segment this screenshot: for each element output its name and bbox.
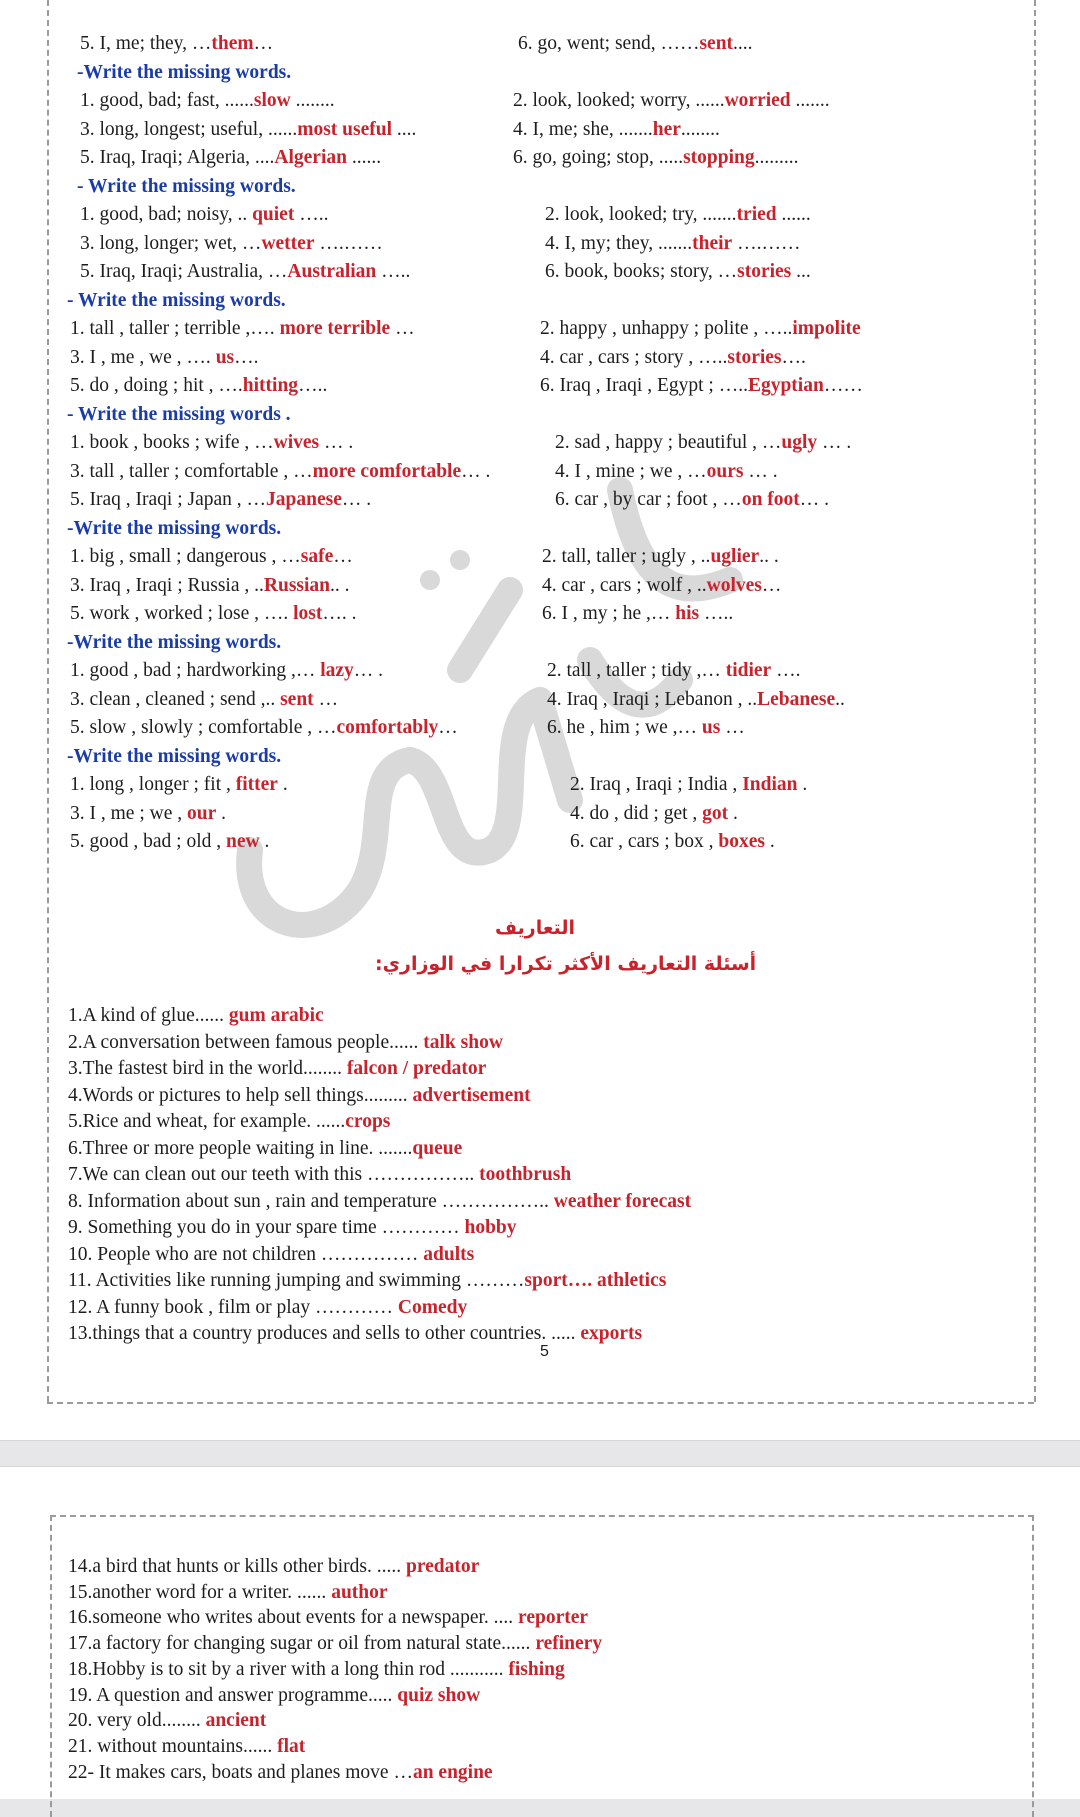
definition-answer: refinery: [535, 1633, 603, 1655]
item-answer: us: [215, 346, 235, 368]
exercise-item: [70, 431, 353, 455]
item-trail: .......: [790, 90, 830, 111]
definition-answer: sport…. athletics: [524, 1270, 667, 1291]
definition-question: 22- It makes cars, boats and planes move …: [68, 1761, 413, 1783]
item-trail: …..: [298, 375, 328, 396]
exercise-heading: -Write the missing words.: [77, 61, 292, 83]
definition-answer: falcon / predator: [346, 1058, 487, 1079]
item-answer: wetter: [261, 232, 315, 254]
definition-question: 2.A conversation between famous people......: [68, 1031, 424, 1053]
item-answer: lost: [293, 603, 323, 624]
item-answer: wolves: [706, 574, 762, 596]
item-question: 1. good, bad; noisy, ..: [80, 204, 253, 225]
item-trail: … .: [817, 432, 852, 453]
exercise-heading: -Write the missing words.: [67, 745, 282, 767]
item-trail: .: [728, 802, 738, 824]
item-question: 6. car , by car ; foot , …: [555, 489, 742, 510]
item-trail: …..: [294, 204, 329, 225]
item-trail: ........: [680, 118, 720, 140]
item-question: 2. look, looked; try, .......: [545, 204, 737, 225]
definition-answer: crops: [345, 1111, 391, 1132]
exercise-item: [518, 32, 753, 56]
item-answer: quiet: [252, 204, 295, 225]
exercise-item: [70, 602, 357, 626]
definition-answer: queue: [412, 1137, 463, 1159]
worksheet-page-6: [0, 1466, 1080, 1799]
item-answer: more terrible: [279, 318, 391, 339]
item-answer: new: [226, 831, 260, 852]
item-question: 5. good , bad ; old ,: [70, 831, 226, 852]
item-trail: ….: [781, 346, 806, 368]
exercise-item: [540, 317, 861, 341]
item-trail: …: [720, 717, 745, 738]
exercise-heading: -Write the missing words.: [67, 631, 282, 653]
definition-item: [68, 1735, 305, 1759]
definition-item: [68, 1684, 480, 1708]
item-question: 5. work , worked ; lose , ….: [70, 603, 294, 624]
item-question: 3. clean , cleaned ; send ,..: [70, 688, 281, 710]
definition-question: 11. Activities like running jumping and swimming ………: [68, 1270, 525, 1291]
exercise-item: [545, 203, 811, 227]
item-question: 5. Iraq, Iraqi; Algeria, ....: [80, 147, 275, 168]
item-trail: … .: [353, 660, 384, 681]
item-answer: got: [702, 802, 729, 824]
item-question: 5. slow , slowly ; comfortable , …: [70, 717, 337, 738]
definition-answer: Comedy: [397, 1296, 468, 1318]
item-question: 1. long , longer ; fit ,: [70, 774, 236, 795]
item-question: 2. Iraq , Iraqi ; India ,: [570, 774, 743, 795]
exercise-item: [70, 346, 259, 370]
item-trail: ….: [771, 660, 801, 681]
definition-question: 3.The fastest bird in the world........: [68, 1058, 347, 1079]
item-question: 3. I , me ; we ,: [70, 802, 187, 824]
definition-item: [68, 1555, 479, 1579]
definition-question: 7.We can clean out our teeth with this ……………..: [68, 1164, 480, 1185]
item-question: 5. do , doing ; hit , ….: [70, 375, 243, 396]
definition-answer: reporter: [518, 1607, 589, 1629]
definition-answer: ancient: [205, 1710, 267, 1732]
item-trail: .: [797, 774, 808, 795]
item-trail: .: [259, 831, 270, 852]
exercise-item: [70, 716, 458, 740]
item-answer: Indian: [742, 774, 798, 795]
item-question: 1. good , bad ; hardworking ,…: [70, 660, 321, 681]
definition-answer: author: [331, 1581, 388, 1603]
item-answer: fitter: [235, 774, 278, 795]
definition-item: [68, 1632, 602, 1656]
exercise-item: [542, 602, 733, 626]
item-question: 4. car , cars ; wolf , ..: [542, 574, 707, 596]
exercise-item: [80, 232, 383, 256]
item-trail: ..: [835, 688, 845, 710]
item-question: 4. I, my; they, .......: [545, 232, 693, 254]
item-question: 3. long, longest; useful, ......: [80, 118, 298, 140]
item-answer: his: [675, 603, 700, 624]
item-answer: stories: [737, 261, 792, 282]
item-question: 2. tall , taller ; tidy ,…: [547, 660, 726, 681]
item-answer: uglier: [710, 546, 760, 567]
exercise-heading: - Write the missing words.: [67, 289, 286, 311]
item-trail: … .: [743, 460, 778, 482]
page-border-right: [1034, 0, 1036, 1402]
item-trail: … .: [799, 489, 830, 510]
exercise-item: [80, 203, 328, 227]
definition-question: 18.Hobby is to sit by a river with a long thin rod ...........: [68, 1658, 509, 1680]
item-question: 1. book , books ; wife , …: [70, 432, 274, 453]
item-question: 1. big , small ; dangerous , …: [70, 546, 301, 567]
item-trail: ........: [290, 90, 335, 111]
exercise-item: [570, 802, 738, 826]
definition-question: 21. without mountains......: [68, 1735, 278, 1757]
exercise-item: [555, 460, 778, 484]
item-answer: slow: [253, 90, 291, 111]
item-trail: .. .: [330, 574, 350, 596]
definition-item: [68, 1031, 503, 1055]
item-trail: …..: [699, 603, 734, 624]
definition-answer: flat: [277, 1735, 306, 1757]
definitions-subtitle-arabic: أسئلة التعاريف الأكثر تكرارا في الوزاري:: [375, 953, 757, 975]
item-answer: hitting: [242, 375, 299, 396]
definition-item: [68, 1163, 571, 1187]
exercise-item: [70, 830, 269, 854]
exercise-item: [542, 574, 781, 598]
definition-question: 9. Something you do in your spare time …………: [68, 1217, 465, 1238]
item-question: 3. I , me , we , ….: [70, 346, 216, 368]
definition-answer: toothbrush: [479, 1164, 572, 1185]
item-answer: lazy: [320, 660, 354, 681]
item-answer: tidier: [725, 660, 772, 681]
definition-answer: predator: [405, 1556, 480, 1577]
item-question: 5. Iraq , Iraqi ; Japan , …: [70, 489, 267, 510]
item-answer: comfortably: [336, 717, 439, 738]
exercise-item: [513, 89, 830, 113]
definition-question: 14.a bird that hunts or kills other birds. .....: [68, 1556, 406, 1577]
item-answer: most useful: [297, 118, 392, 140]
item-answer: Lebanese: [757, 688, 836, 710]
item-question: 3. tall , taller ; comfortable , …: [70, 460, 313, 482]
page-border-bottom: [47, 1402, 1034, 1404]
definition-item: [68, 1761, 493, 1785]
item-question: 4. do , did ; get ,: [570, 802, 703, 824]
definition-item: [68, 1658, 565, 1682]
item-answer: her: [652, 118, 681, 140]
item-answer: Algerian: [274, 147, 347, 168]
item-question: 6. go, going; stop, .....: [513, 147, 684, 168]
exercise-item: [540, 346, 806, 370]
exercise-item: [70, 659, 383, 683]
definition-answer: fishing: [508, 1658, 565, 1680]
definition-item: [68, 1322, 642, 1346]
item-trail: .: [216, 802, 226, 824]
item-trail: … .: [461, 460, 491, 482]
item-question: 6. Iraq , Iraqi , Egypt ; …..: [540, 375, 748, 396]
item-trail: ....: [733, 33, 753, 54]
definition-answer: quiz show: [397, 1684, 481, 1706]
definition-question: 1.A kind of glue......: [68, 1005, 229, 1026]
definition-answer: an engine: [412, 1761, 493, 1783]
item-trail: ......: [346, 147, 382, 168]
item-trail: …: [438, 717, 458, 738]
exercise-item: [555, 488, 829, 512]
item-question: 1. good, bad; fast, ......: [80, 90, 254, 111]
item-question: 4. I, me; she, .......: [513, 118, 653, 140]
item-question: 4. car , cars ; story , …..: [540, 346, 728, 368]
item-question: 3. Iraq , Iraqi ; Russia , ..: [70, 574, 264, 596]
exercise-item: [513, 118, 720, 142]
definition-question: 6.Three or more people waiting in line. .......: [68, 1137, 413, 1159]
exercise-item: [70, 317, 415, 341]
item-trail: … .: [341, 489, 372, 510]
page-border-left: [47, 0, 49, 1402]
exercise-item: [70, 688, 338, 712]
item-answer: impolite: [792, 318, 861, 339]
exercise-heading: -Write the missing words.: [67, 517, 282, 539]
item-trail: …: [761, 574, 782, 596]
exercise-item: [80, 89, 335, 113]
definition-item: [68, 1137, 462, 1161]
item-question: 6. go, went; send, ……: [518, 33, 700, 54]
definition-question: 16.someone who writes about events for a newspaper. ....: [68, 1607, 519, 1629]
item-trail: …: [313, 688, 339, 710]
item-trail: …: [253, 33, 274, 54]
exercise-item: [540, 374, 863, 398]
exercise-item: [555, 431, 851, 455]
definition-question: 8. Information about sun , rain and temperature ……………..: [68, 1190, 554, 1212]
definition-item: [68, 1190, 691, 1214]
item-trail: …..: [376, 261, 411, 282]
definition-answer: weather forecast: [553, 1190, 692, 1212]
exercise-item: [545, 260, 811, 284]
definitions-title-arabic: التعاريف: [495, 917, 575, 939]
definition-question: 20. very old........: [68, 1710, 206, 1732]
item-question: 4. Iraq , Iraqi ; Lebanon , ..: [547, 688, 758, 710]
item-answer: Russian: [263, 574, 331, 596]
item-question: 2. happy , unhappy ; polite , …..: [540, 318, 793, 339]
item-trail: .: [764, 831, 775, 852]
definition-item: [68, 1110, 390, 1134]
item-trail: … .: [319, 432, 354, 453]
item-question: 6. book, books; story, …: [545, 261, 738, 282]
definition-question: 15.another word for a writer. ......: [68, 1581, 332, 1603]
definition-answer: gum arabic: [228, 1005, 324, 1026]
item-question: 1. tall , taller ; terrible ,….: [70, 318, 280, 339]
item-trail: ......: [776, 204, 811, 225]
item-answer: wives: [273, 432, 320, 453]
exercise-item: [70, 802, 226, 826]
item-question: 6. he , him ; we ,…: [547, 717, 702, 738]
exercise-item: [70, 374, 327, 398]
item-answer: Egyptian: [747, 375, 824, 396]
item-answer: tried: [736, 204, 777, 225]
item-trail: …: [333, 546, 353, 567]
definition-question: 5.Rice and wheat, for example. ......: [68, 1111, 346, 1132]
definition-item: [68, 1216, 517, 1240]
definition-question: 12. A funny book , film or play …………: [68, 1296, 398, 1318]
item-answer: stories: [727, 346, 782, 368]
exercise-item: [70, 773, 288, 797]
item-answer: stopping: [683, 147, 755, 168]
definition-question: 17.a factory for changing sugar or oil from natural state......: [68, 1633, 536, 1655]
definition-item: [68, 1243, 474, 1267]
item-question: 2. sad , happy ; beautiful , …: [555, 432, 782, 453]
item-answer: safe: [300, 546, 334, 567]
definition-item: [68, 1269, 666, 1293]
exercise-item: [547, 659, 800, 683]
definition-item: [68, 1709, 266, 1733]
exercise-item: [547, 688, 845, 712]
exercise-item: [570, 830, 775, 854]
item-trail: ……: [823, 375, 863, 396]
definition-question: 13.things that a country produces and sells to other countries. .....: [68, 1323, 581, 1344]
exercise-item: [80, 118, 416, 142]
exercise-item: [70, 488, 371, 512]
item-answer: Australian: [287, 261, 377, 282]
item-answer: us: [701, 717, 721, 738]
item-question: 4. I , mine ; we , …: [555, 460, 707, 482]
exercise-item: [542, 545, 779, 569]
exercise-item: [547, 716, 745, 740]
item-question: 2. tall, taller ; ugly , ..: [542, 546, 711, 567]
exercise-item: [80, 146, 381, 170]
item-answer: Japanese: [266, 489, 342, 510]
definition-item: [68, 1084, 531, 1108]
item-question: 2. look, looked; worry, ......: [513, 90, 725, 111]
definition-answer: exports: [580, 1323, 643, 1344]
item-answer: them: [211, 33, 254, 54]
item-question: 5. Iraq, Iraqi; Australia, …: [80, 261, 288, 282]
item-answer: sent: [280, 688, 314, 710]
definition-answer: advertisement: [412, 1084, 531, 1106]
definition-item: [68, 1606, 588, 1630]
item-question: 6. I , my ; he ,…: [542, 603, 676, 624]
exercise-item: [570, 773, 807, 797]
definition-item: [68, 1581, 388, 1605]
definition-item: [68, 1004, 324, 1028]
item-trail: ….……: [732, 232, 801, 254]
exercise-item: [80, 260, 410, 284]
item-answer: on foot: [741, 489, 800, 510]
definition-item: [68, 1057, 486, 1081]
definition-answer: adults: [423, 1243, 475, 1265]
item-trail: …: [390, 318, 415, 339]
item-trail: ....: [392, 118, 417, 140]
item-question: 3. long, longer; wet, …: [80, 232, 262, 254]
item-trail: ...: [791, 261, 811, 282]
exercise-item: [70, 460, 490, 484]
item-answer: ugly: [781, 432, 818, 453]
exercise-item: [80, 32, 273, 56]
definition-item: [68, 1296, 467, 1320]
item-answer: ours: [706, 460, 744, 482]
definition-question: 10. People who are not children ……………: [68, 1243, 424, 1265]
item-answer: worried: [724, 90, 791, 111]
item-answer: our: [186, 802, 217, 824]
item-answer: boxes: [718, 831, 765, 852]
item-answer: sent: [699, 33, 734, 54]
item-trail: ….……: [314, 232, 383, 254]
definition-answer: hobby: [464, 1217, 517, 1238]
item-answer: more comfortable: [312, 460, 462, 482]
exercise-item: [545, 232, 800, 256]
item-trail: .........: [754, 147, 799, 168]
definition-answer: talk show: [423, 1031, 503, 1053]
item-question: 6. car , cars ; box ,: [570, 831, 719, 852]
exercise-heading: - Write the missing words .: [67, 403, 291, 425]
item-trail: …. .: [322, 603, 357, 624]
item-trail: .. .: [759, 546, 779, 567]
item-trail: ….: [234, 346, 259, 368]
item-question: 5. I, me; they, …: [80, 33, 212, 54]
exercise-item: [70, 545, 353, 569]
exercise-item: [70, 574, 350, 598]
item-answer: their: [692, 232, 733, 254]
exercise-item: [513, 146, 799, 170]
item-trail: .: [277, 774, 288, 795]
definition-question: 4.Words or pictures to help sell things.........: [68, 1084, 413, 1106]
page-number: 5: [540, 1343, 549, 1360]
definition-question: 19. A question and answer programme.....: [68, 1684, 398, 1706]
exercise-heading: - Write the missing words.: [77, 175, 296, 197]
